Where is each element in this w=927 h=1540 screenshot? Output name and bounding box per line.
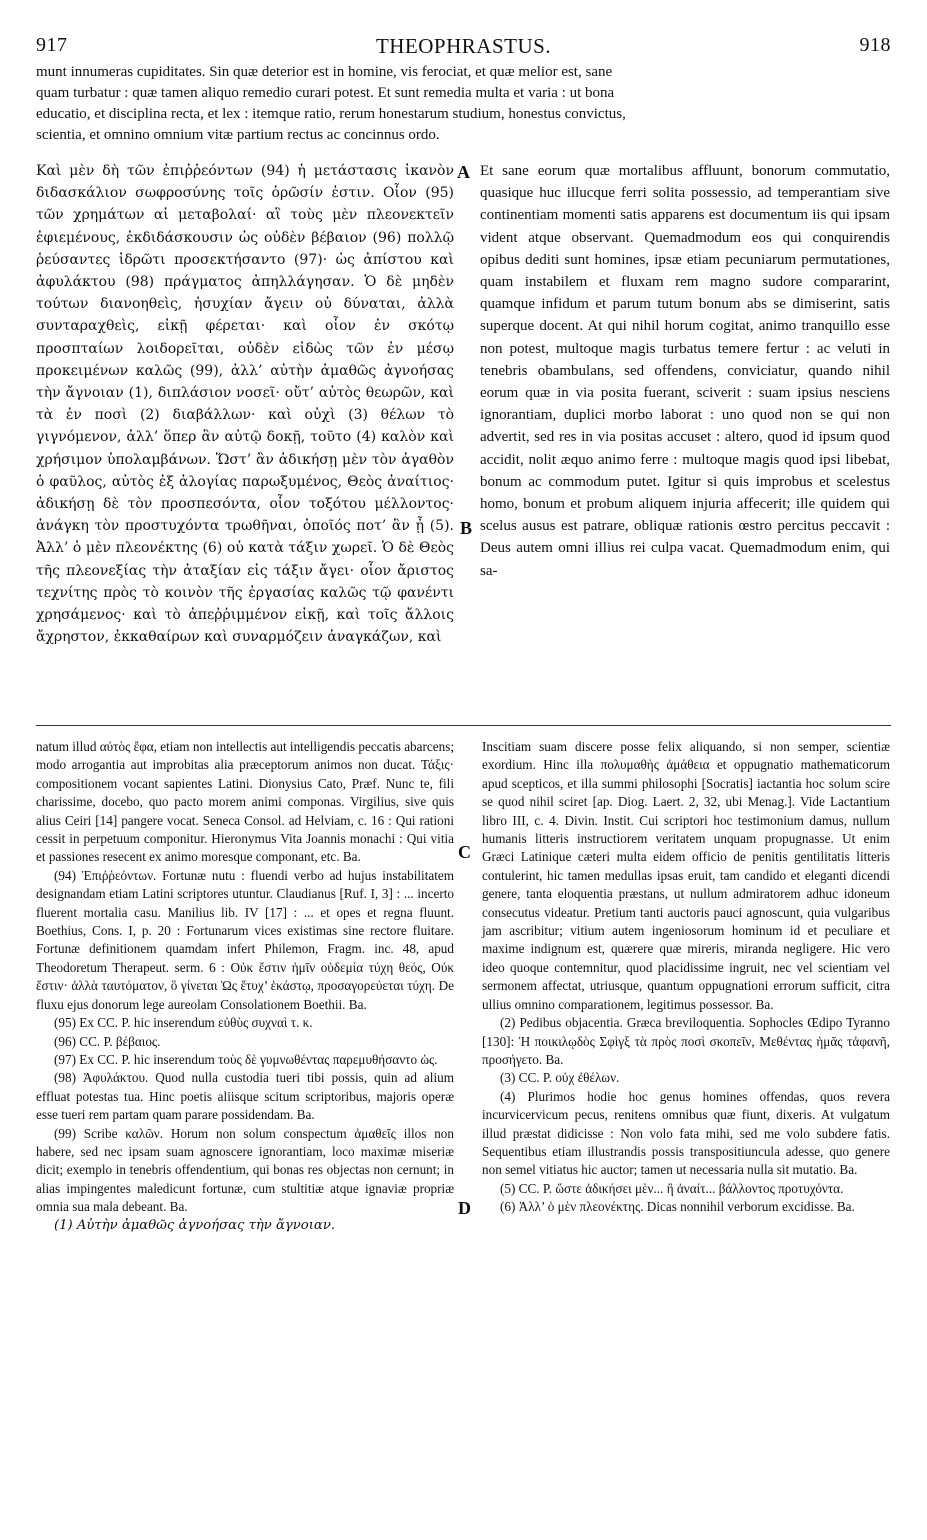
latin-paragraph: Et sane eorum quæ mortalibus affluunt, bonorum commutatio, quasique huc illucque ferri solita possessio, ad temperantiam sive continentiam momenti satis apparens est documentum iis qui ipsam vident atque observant. Quemadmodum eos qui conquirendis opibus dediti sunt homines, ipsæ etiam pecuniarum permutationes, quam instabilem et fluxam rem magno sudore compararint, quamque infidum et parum tutum bonum abs se dimiserint, satis superque docent. At qui nihil horum cogitat, animo tranquillo esse non potest, multoque magis turbatus temere fertur : ac veluti in tenebris obambulans, sed offendens, conviciatur, quando nihil eorum quæ in via posita fuerant, sciverit : suam ipsius nesciens ignorantiam, duplici morbo laborat : uno quod non se qui non advertit, sed res in via positas accuset : altero, quod id ipsum quod accidit, nolit æquo animo ferre : multoque magis quod ipsi libebat, bonum ac commodum putet. Igitur si quis improbus et scelestus homo, bonum et probum aliquem injuria affecerit; ille quidem qui scelus ausus est patrare, obliquæ rationis œstro percitus peccavit : Deus autem omni illius rei culpa vacat. Quemadmodum enim, qui sa- (480, 163, 890, 579)
footnote: natum illud αὐτὸς ἔφα, etiam non intellectis aut intelligendis peccatis abarcens; modo arrogantia aut improbitas alia præceptorum animos non ducat. Τάξις· compositionem vocant sapientes Latini. Dionysius Cato, Præf. Nunc te, fili charissime, docebo, quo pacto morem animi componas. Virgilius, sive quis alius Ceiri [14] pangere vocat. Seneca Consol. ad Helviam, c. 16 : Qui rationi cessit in perpetuum componitur. Hieronymus Vita Joannis monachi : Qui vitia et passiones resecent ex animo moresque componant, etc. Ba. (36, 739, 454, 865)
footnote: (6) Ἀλλ’ ὁ μὲν πλεονέκτης. Dicas nonnihil verborum excidisse. Ba. (500, 1199, 855, 1215)
section-marker-c: C (458, 842, 471, 862)
section-marker-d: D (458, 1198, 471, 1218)
lead-line: educatio, et disciplina recta, et lex : itemque ratio, rerum honestarum studium, honestus convictus, (36, 106, 626, 122)
footnote: (96) CC. P. βέβαιος. (54, 1033, 161, 1049)
lead-line: munt innumeras cupiditates. Sin quæ deterior est in homine, vis ferociat, et quæ melior est, sane (36, 64, 613, 80)
footnote: (94) Ἐπιῤῥεόντων. Fortunæ nutu : fluendi verbo ad hujus instabilitatem designandam etiam Latini scriptores utuntur. Claudianus [Ruf. I, 3] : ... incerto fluerent mortalia casu. Manilius lib. IV [17] : ... et opes et regna fluunt. Boethius, Cons. I, p. 20 : Fortunarum vices existimas sine rectore fluitare. Fortunæ definitionem quamdam infert Philemon, Fragm. inc. 48, apud Theodoretum Therapeut. serm. 6 : Οὐκ ἔστιν ἡμῖν οὐδεμία τύχη θεός, Οὐκ ἔστιν· ἀλλὰ ταυτόματον, ὃ γίνεται Ὡς ἔτυχ’ ἑκάστῳ, προσαγορεύεται τύχη. De fluxu ejus donorum lege aureolam Consolationem Boethii. Ba. (36, 867, 454, 1012)
lead-line: scientia, et omnino omnium vitæ partium rectus ac concinnus ordo. (36, 127, 440, 143)
lead-line: quam turbatur : quæ tamen aliquo remedio curari potest. Et sunt remedia multa et varia : ut bona (36, 85, 615, 101)
running-title: THEOPHRASTUS. (375, 34, 552, 58)
footnote: (95) Ex CC. P. hic inserendum εὐθὺς συχναὶ τ. κ. (54, 1015, 313, 1031)
footnote: (4) Plurimos hodie hoc genus homines offendas, quos revera incurvicervicum pecus, renitens omnibus quæ fiunt, dixeris. At vulgatum illud præstat didicisse : Non volo fata mihi, sed me volo subdere fatis. Sequentibus etiam illustrandis possis transpositiuncula adesse, quo genere non semel vitiatus hic auctor; tamen ut necessaria nulla sit mutatio. Ba. (482, 1088, 890, 1178)
footnote: (98) Ἀφυλάκτου. Quod nulla custodia tueri tibi possis, quin ad alium effluat potestas tua. Hinc poetis aliisque scitum scriptoribus, majoris operæ esse tueri rem partam quam parare possidendam. Ba. (36, 1070, 454, 1123)
footnote: (99) Scribe καλῶν. Horum non solum conspectum ἀμαθεῖς illos non habere, sed nec ipsam suam agnoscere ignorantiam, loco maximæ miseriæ dicit; exemplo in tenebris offendentium, qui bonas res objectas non cernunt; in alias impingentes maledicunt fortunæ, cum stultitiæ atque ignaviæ propriæ omnia sua mala debeant. Ba. (36, 1125, 454, 1215)
footnote: (2) Pedibus objacentia. Græca breviloquentia. Sophocles Œdipo Tyranno [130]: Ἡ ποικιλῳδὸς Σφὶγξ τὰ πρὸς ποσὶ σκοπεῖν, Μεθέντας ἡμᾶς τἀφανῆ, προσήγετο. Ba. (482, 1015, 890, 1067)
footnote-divider (36, 725, 891, 726)
right-page-number: 918 (859, 34, 891, 56)
latin-text-column (480, 160, 890, 582)
footnote: (1) Αὐτὴν ἀμαθῶς ἀγνοήσας τὴν ἄγνοιαν. (54, 1217, 336, 1233)
lead-paragraph (36, 62, 891, 146)
section-marker-a: A (457, 162, 470, 182)
page-header (36, 34, 891, 58)
footnote: (97) Ex CC. P. hic inserendum τοὺς δὲ γυμνωθέντας παρεμυθήσαντο ὡς. (54, 1051, 438, 1067)
section-marker-b: B (460, 518, 473, 538)
greek-paragraph: Καὶ μὲν δὴ τῶν ἐπιῤῥεόντων (94) ἡ μετάστασις ἱκανὸν διδασκάλιον σωφροσύνης τοῖς ὁρῶσίν ἐστιν. Οἷον (95) τῶν χρημάτων αἱ μεταβολαί· αἳ τοὺς μὲν πλεονεκτεῖν ἐφιεμένους, ἐκδιδάσκουσιν ὡς οὐδὲν βέβαιον (96) πολλῷ ῥεύσαντες ἱδρῶτι προσεκτήσαντο (97)· ὡς ἀπίστου καὶ ἀφυλάκτου (98) πράγματος ἀπηλλάγησαν. Ὁ δὲ μηδὲν τούτων διανοηθεὶς, ἡσυχίαν ἄγειν οὐ δύναται, ἀλλὰ συνταραχθεὶς, εἰκῇ φέρεται· καὶ οἷον ἐν σκότῳ προσπταίων λοιδορεῖται, οὐδὲν εἰδὼς τῶν ἐν μέσῳ προκειμένων καλῶς (99), ἀλλ’ αὐτὴν ἀμαθῶς ἀγνοήσας τὴν ἄγνοιαν (1), διπλάσιον νοσεῖ· οὔτ’ αὐτὸς θεωρῶν, καὶ τὰ ἐν ποσὶ (2) διαβάλλων· καὶ οὐχὶ (3) θέλων τὸ γιγνόμενον, ἀλλ’ ὅπερ ἂν αὐτῷ δοκῇ, τοῦτο (4) καλὸν καὶ χρήσιμον ὑπολαμβάνων. Ὥστ’ ἂν ἀδικήσῃ μὲν τὸν ἀγαθὸν ὁ φαῦλος, αὐτὸς ἐξ ἀλογίας παρωξυμένος, Θεὸς ἀναίτιος· ἀδικήσῃ δὲ τὸν προσπεσόντα, οἷον τοξότου μέλλοντος· ἀνάγκη τὸν προστυχόντα τρωθῆναι, ὁποῖός ποτ’ ἂν ᾖ (5). Ἀλλ’ ὁ μὲν πλεονέκτης (6) οὐ κατὰ τάξιν χωρεῖ. Ὁ δὲ Θεὸς τῆς πλεονεξίας τὴν ἀταξίαν εἰς τάξιν ἄγει· οἷον ἄριστος τεχνίτης πρὸς τὸ κοινὸν τῆς ἐργασίας καλῶς τῷ φανέντι χρησάμενος· καὶ τὸ ἀπεῤῥιμμένον εἰκῇ, καὶ τοῖς ἄλλοις ἄχρηστον, ἐκκαθαίρων καὶ συναρμόζειν ἀναγκάζων, καὶ (36, 163, 454, 646)
footnote: (5) CC. P. ὥστε ἀδικήσει μὲν... ἢ ἀναίτ... βάλλοντος προτυχόντα. (500, 1180, 844, 1196)
left-page-number: 917 (36, 34, 68, 56)
footnotes-left-column (36, 738, 454, 1235)
footnotes-right-column (482, 738, 890, 1217)
footnote: (3) CC. P. οὐχ ἐθέλων. (500, 1070, 620, 1086)
footnote: Inscitiam suam discere posse felix aliquando, si non semper, scientiæ exordium. Hinc illa πολυμαθὴς ἀμάθεια et oppugnatio mathematicorum apud scepticos, et illa summi philosophi [Socratis] iactantia hoc solum scire se quod nihil sciret [ap. Diog. Laert. 2, 32, ubi Menag.]. Vide Lactantium libro III, c. 4. Divin. Instit. Cui scriptori hoc testimonium damus, nullum humanis litteris instructiorem veritatem unquam propugnasse. Ut enim Græci Latinique cæteri multa eidem officio de penitis gentilitatis litteris contulerint, hic tamen medullas ipsas eruit, tam candido et eleganti dicendi genere, tanta eloquentia præstans, ut nullum admiratorem adhuc idoneum consecutus videatur. Pretium tanti auctoris pauci agnoscunt, quia vulgaribus jam ascribitur; vitium autem ingeniosorum hominum id et peculiare et maxime indignum est, quærere quæ mireris, miranda negligere. Hic vero ideo quoque contemnitur, quod placidissime ingruit, nec vel scientiam vel sermonem affectat, utriusque, quantum oppugnationi errorum sufficit, citra ullius omnino comparationem, legitimus possessor. Ba. (482, 739, 890, 1012)
greek-text-column (36, 160, 454, 648)
